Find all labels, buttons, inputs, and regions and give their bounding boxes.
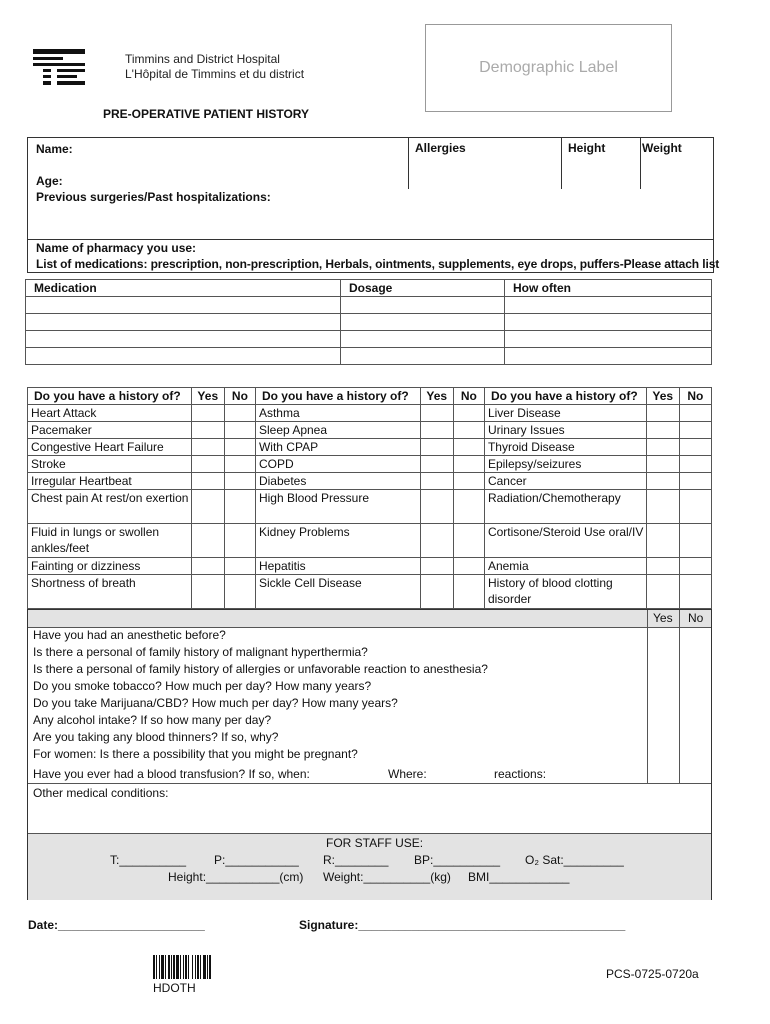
- history-condition: High Blood Pressure: [255, 490, 420, 524]
- history-yes-checkbox[interactable]: [646, 490, 679, 524]
- history-yes-checkbox[interactable]: [420, 473, 453, 490]
- history-condition: Cortisone/Steroid Use oral/IV: [484, 524, 646, 558]
- history-yes-checkbox[interactable]: [420, 558, 453, 575]
- history-yes-checkbox[interactable]: [191, 456, 224, 473]
- staff-use-title: FOR STAFF USE:: [326, 836, 424, 850]
- how-often-cell[interactable]: [505, 348, 712, 365]
- history-no-checkbox[interactable]: [224, 524, 255, 558]
- transfusion-label: Have you ever had a blood transfusion? If so, when:: [33, 767, 310, 781]
- history-yes-checkbox[interactable]: [646, 456, 679, 473]
- history-no-checkbox[interactable]: [679, 558, 711, 575]
- question-item[interactable]: Are you taking any blood thinners? If so, why?: [33, 730, 279, 744]
- question-item[interactable]: Is there a personal of family history of malignant hyperthermia?: [33, 645, 368, 659]
- history-header-2: Do you have a history of?: [255, 388, 420, 405]
- age-field[interactable]: Age:: [36, 174, 63, 188]
- history-yes-checkbox[interactable]: [420, 456, 453, 473]
- history-no-checkbox[interactable]: [453, 422, 484, 439]
- weight-field[interactable]: Weight: [642, 141, 682, 155]
- respiration-field[interactable]: R:________: [323, 853, 389, 867]
- medication-table: [25, 279, 712, 365]
- history-no-checkbox[interactable]: [453, 405, 484, 422]
- allergies-field[interactable]: Allergies: [415, 141, 466, 155]
- signature-field[interactable]: Signature:________________________________________: [299, 918, 626, 932]
- name-field[interactable]: Name:: [36, 142, 73, 156]
- yes-header: Yes: [191, 388, 224, 405]
- history-no-checkbox[interactable]: [453, 456, 484, 473]
- history-condition: Irregular Heartbeat: [28, 473, 192, 490]
- table-row: [26, 297, 712, 314]
- how-often-cell[interactable]: [505, 331, 712, 348]
- barcode-bar: [209, 955, 211, 979]
- no-header: No: [224, 388, 255, 405]
- table-row: [26, 348, 712, 365]
- history-yes-checkbox[interactable]: [646, 439, 679, 456]
- staff-height-field[interactable]: Height:___________(cm): [168, 870, 304, 884]
- barcode-bar: [185, 955, 187, 979]
- blood-pressure-field[interactable]: BP:__________: [414, 853, 501, 867]
- history-condition: Sickle Cell Disease: [255, 575, 420, 609]
- question-item[interactable]: Any alcohol intake? If so how many per day?: [33, 713, 272, 727]
- table-row: [28, 456, 712, 473]
- history-no-checkbox[interactable]: [679, 473, 711, 490]
- table-row: [28, 558, 712, 575]
- how-often-cell[interactable]: [505, 314, 712, 331]
- history-yes-checkbox[interactable]: [420, 439, 453, 456]
- questions-section: [27, 609, 712, 900]
- history-no-checkbox[interactable]: [679, 439, 711, 456]
- barcode-bar: [197, 955, 199, 979]
- barcode-bar: [192, 955, 193, 979]
- hospital-name-fr: L'Hôpital de Timmins et du district: [125, 67, 305, 81]
- transfusion-question[interactable]: [28, 766, 711, 783]
- staff-weight-field[interactable]: Weight:__________(kg): [323, 870, 451, 884]
- history-condition: Anemia: [484, 558, 646, 575]
- history-condition: History of blood clotting disorder: [484, 575, 646, 609]
- how-often-header: How often: [505, 280, 712, 297]
- barcode-bar: [156, 955, 157, 979]
- demographic-label-box: Demographic Label: [425, 24, 672, 112]
- history-yes-checkbox[interactable]: [191, 422, 224, 439]
- table-row: [28, 575, 712, 609]
- history-condition: Pacemaker: [28, 422, 192, 439]
- history-no-checkbox[interactable]: [224, 575, 255, 609]
- history-yes-checkbox[interactable]: [191, 558, 224, 575]
- dosage-cell[interactable]: [341, 331, 505, 348]
- yes-header: Yes: [420, 388, 453, 405]
- no-header: No: [679, 388, 711, 405]
- date-field[interactable]: Date:______________________: [28, 918, 205, 932]
- table-row: [28, 422, 712, 439]
- barcode-icon: [153, 955, 233, 979]
- history-header-1: Do you have a history of?: [28, 388, 192, 405]
- history-no-checkbox[interactable]: [679, 405, 711, 422]
- history-condition: With CPAP: [255, 439, 420, 456]
- history-yes-checkbox[interactable]: [420, 575, 453, 609]
- history-yes-checkbox[interactable]: [646, 558, 679, 575]
- dosage-cell[interactable]: [341, 297, 505, 314]
- history-condition: Hepatitis: [255, 558, 420, 575]
- table-row: [28, 405, 712, 422]
- table-row: [28, 524, 712, 558]
- history-no-checkbox[interactable]: [679, 524, 711, 558]
- history-no-checkbox[interactable]: [224, 558, 255, 575]
- history-condition: Stroke: [28, 456, 192, 473]
- history-condition: Diabetes: [255, 473, 420, 490]
- staff-use-section: [28, 833, 711, 900]
- table-row: [26, 280, 712, 297]
- dosage-cell[interactable]: [341, 348, 505, 365]
- history-no-checkbox[interactable]: [453, 473, 484, 490]
- question-item[interactable]: Have you had an anesthetic before?: [33, 628, 226, 642]
- barcode-bar: [183, 955, 184, 979]
- history-yes-checkbox[interactable]: [191, 490, 224, 524]
- barcode-bar: [153, 955, 155, 979]
- where-label: Where:: [388, 767, 427, 781]
- history-condition: Epilepsy/seizures: [484, 456, 646, 473]
- history-table: [27, 387, 712, 609]
- question-item[interactable]: Do you take Marijuana/CBD? How much per day? How many years?: [33, 696, 398, 710]
- table-row: [26, 331, 712, 348]
- history-no-checkbox[interactable]: [679, 575, 711, 609]
- history-condition: Asthma: [255, 405, 420, 422]
- history-condition: Thyroid Disease: [484, 439, 646, 456]
- history-condition: Urinary Issues: [484, 422, 646, 439]
- barcode-bar: [207, 955, 208, 979]
- history-yes-checkbox[interactable]: [646, 473, 679, 490]
- no-header: No: [453, 388, 484, 405]
- questions-no-header: No: [688, 611, 704, 625]
- reactions-label: reactions:: [494, 767, 547, 781]
- history-yes-checkbox[interactable]: [191, 473, 224, 490]
- history-no-checkbox[interactable]: [453, 524, 484, 558]
- hospital-name-en: Timmins and District Hospital: [125, 52, 280, 66]
- dosage-cell[interactable]: [341, 314, 505, 331]
- medication-header: Medication: [26, 280, 341, 297]
- history-no-checkbox[interactable]: [224, 439, 255, 456]
- height-field[interactable]: Height: [568, 141, 606, 155]
- history-condition: Sleep Apnea: [255, 422, 420, 439]
- history-no-checkbox[interactable]: [224, 490, 255, 524]
- barcode-bar: [165, 955, 166, 979]
- other-conditions-field[interactable]: Other medical conditions:: [33, 786, 169, 800]
- medication-cell[interactable]: [26, 314, 341, 331]
- history-no-checkbox[interactable]: [224, 405, 255, 422]
- history-condition: Radiation/Chemotherapy: [484, 490, 646, 524]
- history-condition: Kidney Problems: [255, 524, 420, 558]
- medication-cell[interactable]: [26, 348, 341, 365]
- question-item[interactable]: For women: Is there a possibility that you might be pregnant?: [33, 747, 358, 761]
- history-condition: Fainting or dizziness: [28, 558, 192, 575]
- barcode-bar: [180, 955, 181, 979]
- history-no-checkbox[interactable]: [453, 439, 484, 456]
- barcode-bar: [203, 955, 206, 979]
- history-no-checkbox[interactable]: [679, 422, 711, 439]
- table-row: [28, 473, 712, 490]
- barcode-text: HDOTH: [153, 981, 196, 995]
- history-condition: Shortness of breath: [28, 575, 192, 609]
- barcode-bar: [161, 955, 164, 979]
- history-no-checkbox[interactable]: [679, 456, 711, 473]
- history-no-checkbox[interactable]: [453, 575, 484, 609]
- history-yes-checkbox[interactable]: [420, 524, 453, 558]
- history-header-3: Do you have a history of?: [484, 388, 646, 405]
- history-condition: Fluid in lungs or swollen ankles/feet: [28, 524, 192, 558]
- history-yes-checkbox[interactable]: [191, 575, 224, 609]
- history-condition: Chest pain At rest/on exertion: [28, 490, 192, 524]
- barcode-bar: [176, 955, 179, 979]
- patient-info-section: [27, 137, 720, 273]
- history-no-checkbox[interactable]: [453, 490, 484, 524]
- barcode-bar: [171, 955, 172, 979]
- history-yes-checkbox[interactable]: [646, 405, 679, 422]
- barcode-bar: [188, 955, 189, 979]
- o2-sat-field[interactable]: O₂ Sat:_________: [525, 853, 624, 867]
- form-code: PCS-0725-0720a: [606, 967, 699, 981]
- history-condition: COPD: [255, 456, 420, 473]
- pharmacy-field[interactable]: Name of pharmacy you use:: [36, 241, 197, 255]
- question-item[interactable]: Do you smoke tobacco? How much per day? How many years?: [33, 679, 372, 693]
- history-no-checkbox[interactable]: [224, 456, 255, 473]
- history-no-checkbox[interactable]: [224, 422, 255, 439]
- history-no-checkbox[interactable]: [453, 558, 484, 575]
- history-yes-checkbox[interactable]: [646, 422, 679, 439]
- history-condition: Congestive Heart Failure: [28, 439, 192, 456]
- barcode-bar: [168, 955, 170, 979]
- medication-cell[interactable]: [26, 297, 341, 314]
- barcode-bar: [200, 955, 201, 979]
- history-no-checkbox[interactable]: [679, 490, 711, 524]
- table-row: [28, 388, 712, 405]
- barcode-bar: [173, 955, 175, 979]
- barcode-bar: [195, 955, 196, 979]
- question-item[interactable]: Is there a personal of family history of allergies or unfavorable reaction to anesthesia?: [33, 662, 488, 676]
- table-row: [28, 439, 712, 456]
- barcode-bar: [159, 955, 160, 979]
- history-yes-checkbox[interactable]: [646, 575, 679, 609]
- hospital-name: [125, 52, 304, 82]
- form-title: PRE-OPERATIVE PATIENT HISTORY: [103, 107, 310, 121]
- medication-cell[interactable]: [26, 331, 341, 348]
- history-condition: Liver Disease: [484, 405, 646, 422]
- history-yes-checkbox[interactable]: [420, 405, 453, 422]
- history-yes-checkbox[interactable]: [191, 524, 224, 558]
- history-yes-checkbox[interactable]: [646, 524, 679, 558]
- history-yes-checkbox[interactable]: [420, 422, 453, 439]
- history-yes-checkbox[interactable]: [191, 439, 224, 456]
- temperature-field[interactable]: T:__________: [110, 853, 187, 867]
- medication-list-instructions: List of medications: prescription, non-prescription, Herbals, ointments, supplements, eye drops, puffers-Please attach list: [36, 257, 720, 271]
- hospital-logo-icon: [33, 49, 85, 87]
- bmi-field[interactable]: BMI____________: [468, 870, 570, 884]
- history-yes-checkbox[interactable]: [191, 405, 224, 422]
- pulse-field[interactable]: P:___________: [214, 853, 299, 867]
- table-row: [26, 314, 712, 331]
- history-yes-checkbox[interactable]: [420, 490, 453, 524]
- previous-surgeries-field[interactable]: Previous surgeries/Past hospitalizations:: [36, 190, 271, 204]
- history-condition: Cancer: [484, 473, 646, 490]
- history-no-checkbox[interactable]: [224, 473, 255, 490]
- table-row: [28, 490, 712, 524]
- yes-header: Yes: [646, 388, 679, 405]
- questions-yes-header: Yes: [653, 611, 673, 625]
- dosage-header: Dosage: [341, 280, 505, 297]
- history-condition: Heart Attack: [28, 405, 192, 422]
- how-often-cell[interactable]: [505, 297, 712, 314]
